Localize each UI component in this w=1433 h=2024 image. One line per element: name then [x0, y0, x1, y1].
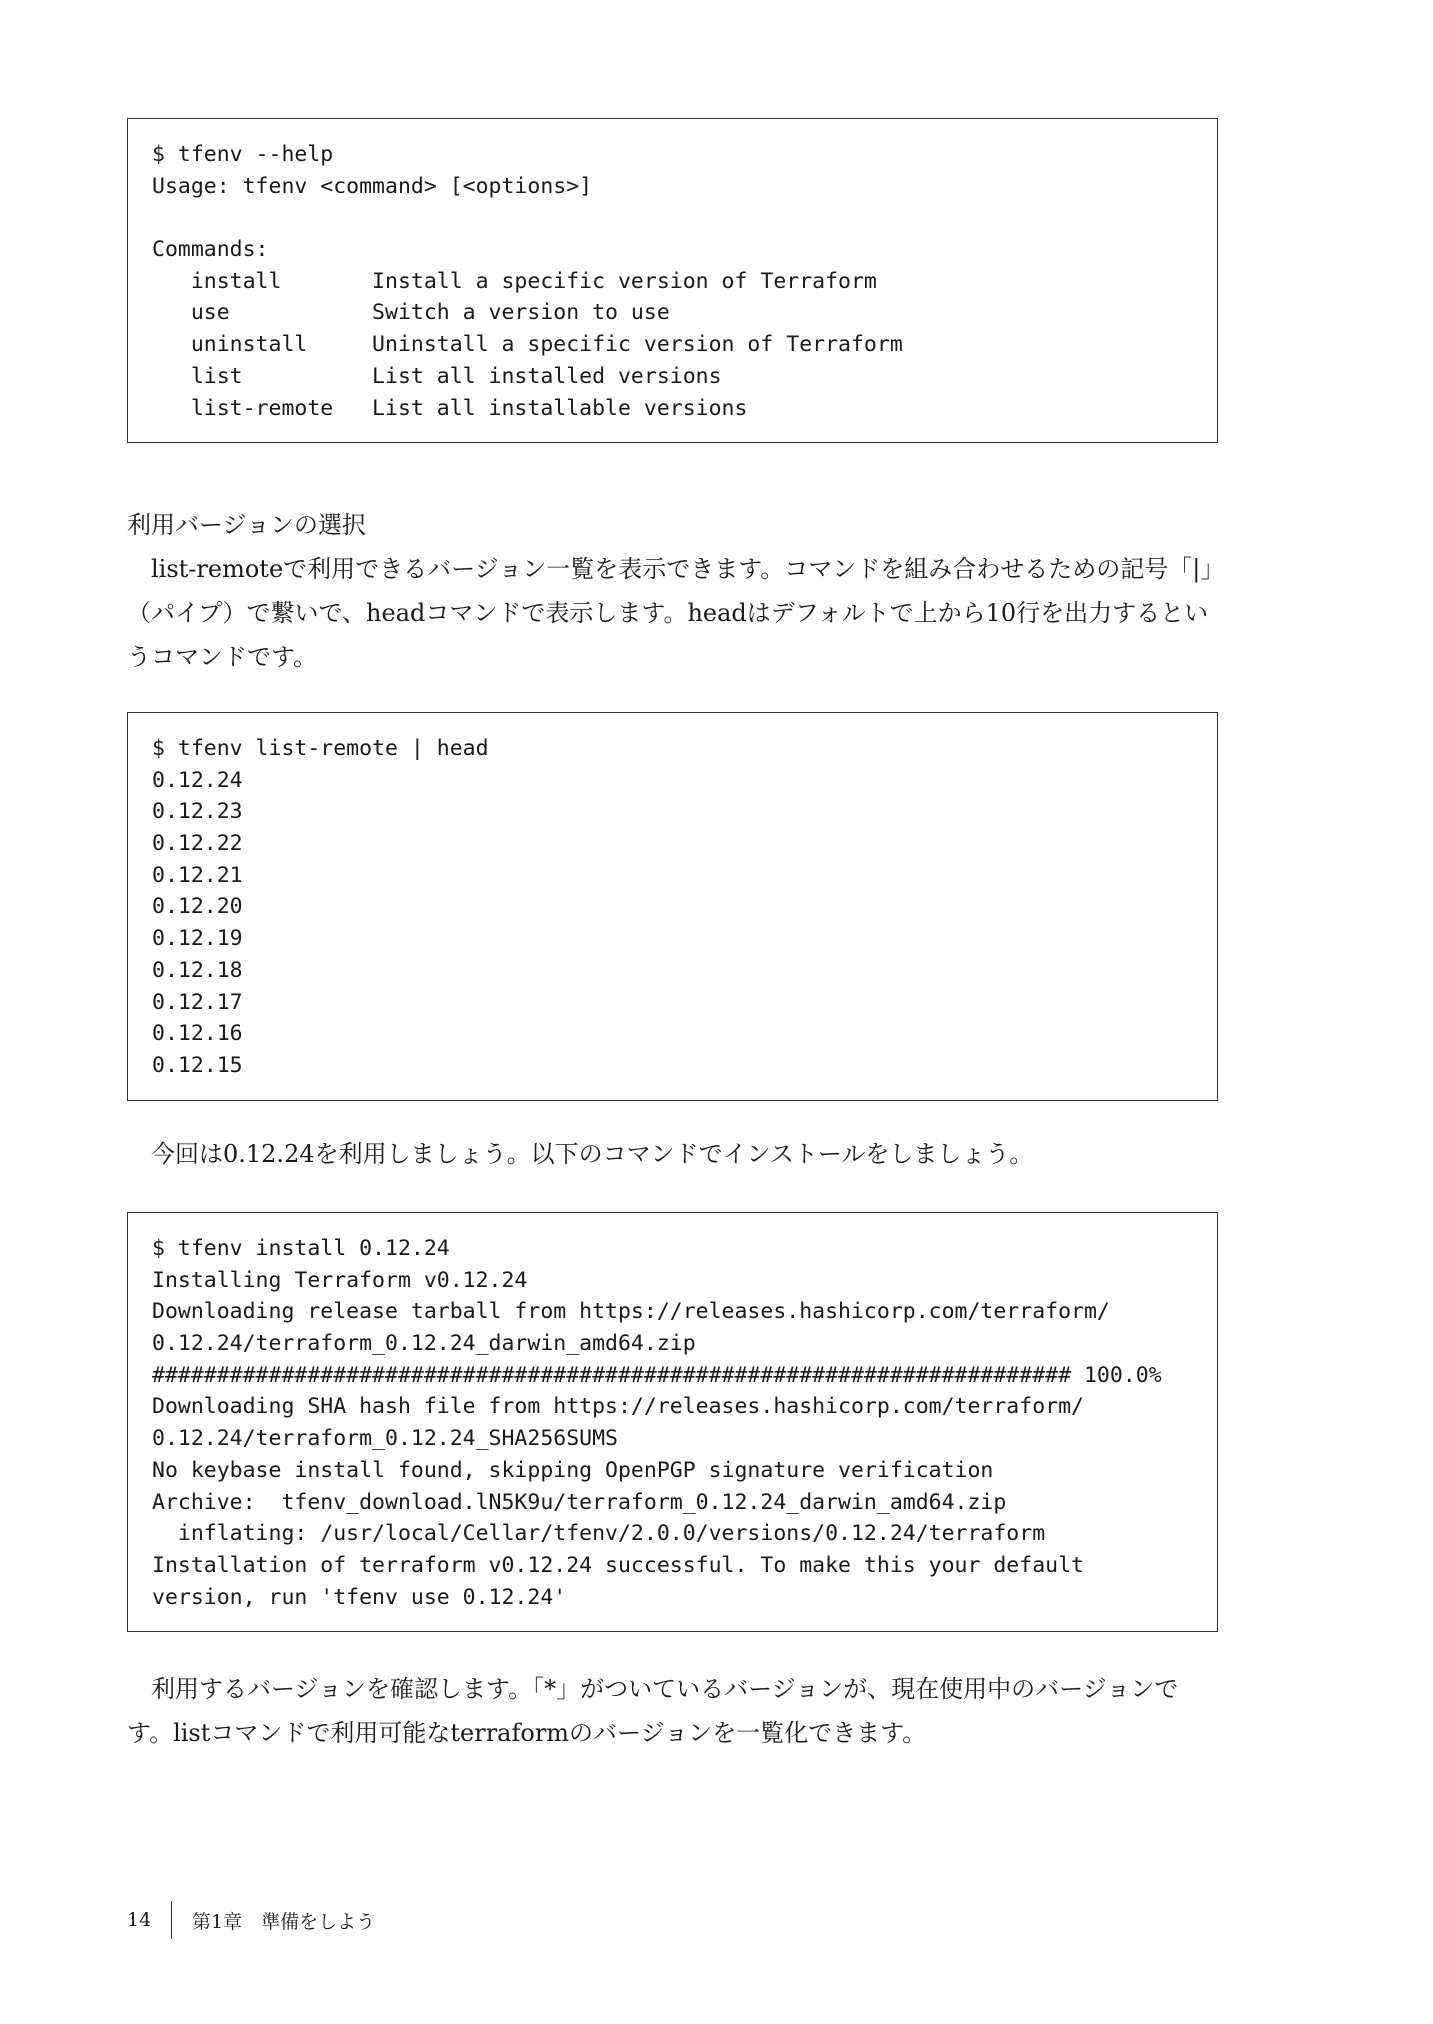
code-line: 0.12.19: [152, 926, 243, 952]
paragraph-version-check: [127, 1667, 1218, 1755]
paragraph-line: （パイプ）で繋いで、headコマンドで表示します。headはデフォルトで上から10行を出力するとい: [127, 599, 1209, 627]
code-line: 0.12.15: [152, 1052, 243, 1078]
code-line: 0.12.16: [152, 1021, 243, 1047]
code-line: 0.12.24/terraform_0.12.24_SHA256SUMS: [152, 1426, 618, 1452]
paragraph-line: 利用するバージョンを確認します。「*」がついているバージョンが、現在使用中のバージョンで: [127, 1675, 1179, 1703]
paragraph-install-intro: [127, 1132, 1218, 1176]
code-line: $ tfenv install 0.12.24: [152, 1236, 450, 1261]
paragraph-line: す。listコマンドで利用可能なterraformのバージョンを一覧化できます。: [127, 1719, 927, 1747]
code-block-tfenv-help: [127, 118, 1218, 443]
code-line: Downloading release tarball from https://releases.hashicorp.com/terraform/: [152, 1299, 1110, 1325]
code-line: 0.12.18: [152, 957, 243, 983]
section-heading: 利用バージョンの選択: [127, 511, 367, 539]
paragraph-list-remote: [127, 547, 1225, 679]
code-line: install Install a specific version of Terraform: [152, 268, 877, 294]
code-line: version, run 'tfenv use 0.12.24': [152, 1584, 567, 1610]
code-line: use Switch a version to use: [152, 300, 670, 326]
code-block-install: [127, 1212, 1218, 1632]
code-line: 0.12.17: [152, 989, 243, 1015]
code-line: inflating: /usr/local/Cellar/tfenv/2.0.0/versions/0.12.24/terraform: [152, 1521, 1046, 1547]
code-line: list-remote List all installable versions: [152, 395, 748, 421]
code-line: [152, 202, 1193, 234]
paragraph-line: list-remoteで利用できるバージョン一覧を表示できます。コマンドを組み合わせるための記号「|」: [127, 555, 1225, 583]
code-line: 0.12.22: [152, 831, 243, 857]
code-line: No keybase install found, skipping OpenPGP signature verification: [152, 1457, 994, 1483]
code-line: 0.12.24/terraform_0.12.24_darwin_amd64.zip: [152, 1331, 696, 1357]
paragraph-line: うコマンドです。: [127, 643, 318, 671]
code-line: ####################################################################### 100.0%: [152, 1362, 1162, 1388]
code-line: Archive: tfenv_download.lN5K9u/terraform_0.12.24_darwin_amd64.zip: [152, 1489, 1007, 1515]
code-line: Commands:: [152, 237, 269, 263]
code-line: Downloading SHA hash file from https://releases.hashicorp.com/terraform/: [152, 1394, 1084, 1420]
code-line: 0.12.24: [152, 767, 243, 793]
code-line: 0.12.21: [152, 862, 243, 888]
code-line: uninstall Uninstall a specific version of Terraform: [152, 332, 903, 358]
code-block-list-remote: [127, 712, 1218, 1101]
code-line: $ tfenv --help: [152, 142, 334, 167]
code-line: list List all installed versions: [152, 363, 722, 389]
chapter-title: 第1章 準備をしよう: [192, 1910, 376, 1933]
code-line: 0.12.23: [152, 799, 243, 825]
code-line: $ tfenv list-remote | head: [152, 736, 489, 761]
footer-divider: [171, 1901, 172, 1939]
paragraph-line: 今回は0.12.24を利用しましょう。以下のコマンドでインストールをしましょう。: [127, 1140, 1034, 1168]
code-line: 0.12.20: [152, 894, 243, 920]
page-footer: [127, 1900, 375, 1940]
code-line: Usage: tfenv <command> [<options>]: [152, 173, 593, 199]
page-number: 14: [127, 1909, 152, 1931]
code-line: Installing Terraform v0.12.24: [152, 1267, 528, 1293]
code-line: Installation of terraform v0.12.24 successful. To make this your default: [152, 1552, 1084, 1578]
